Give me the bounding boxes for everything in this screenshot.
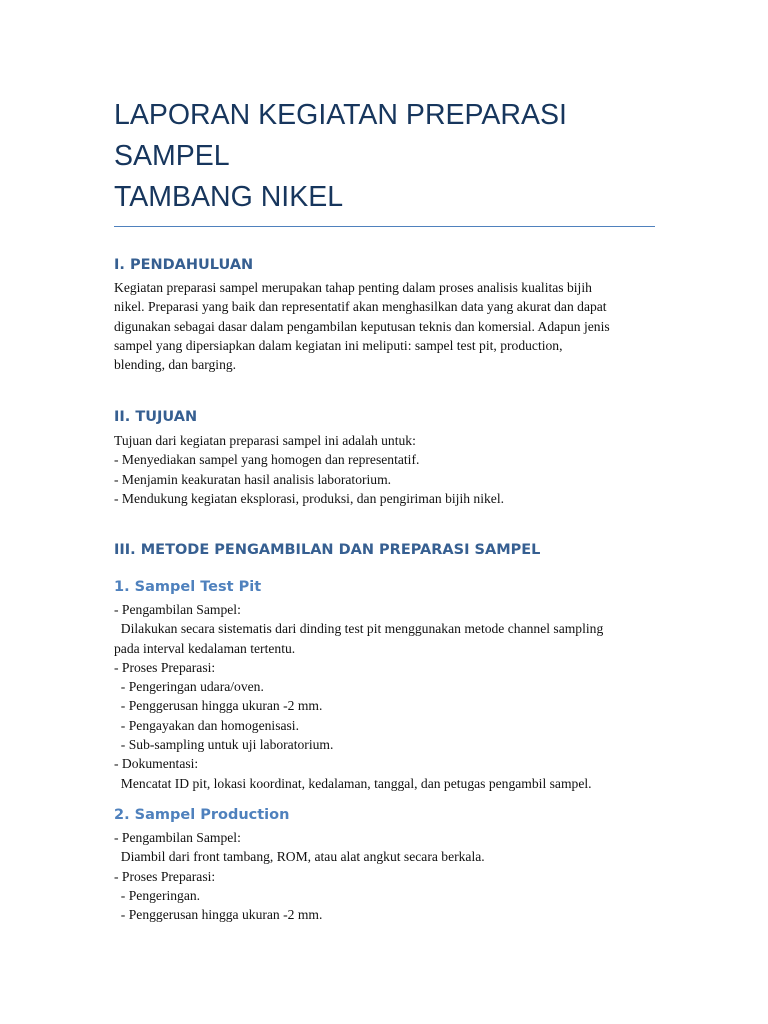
text-line: Dilakukan secara sistematis dari dinding test pit menggunakan metode channel sampling xyxy=(114,621,604,637)
list-item: - Proses Preparasi: xyxy=(114,659,216,675)
title-line-3: TAMBANG NIKEL xyxy=(114,181,344,213)
list-item: - Pengeringan udara/oven. xyxy=(114,679,264,695)
text-line: digunakan sebagai dasar dalam pengambilan keputusan teknis dan komersial. Adapun jenis xyxy=(114,318,610,334)
list-item: - Penggerusan hingga ukuran -2 mm. xyxy=(114,698,323,714)
list-item: - Pengayakan dan homogenisasi. xyxy=(114,717,299,733)
text-line: Tujuan dari kegiatan preparasi sampel ini adalah untuk: xyxy=(114,433,416,448)
test-pit-content xyxy=(114,600,655,793)
section-heading-pendahuluan: I. PENDAHULUAN xyxy=(114,257,254,273)
subheading-production: 2. Sampel Production xyxy=(114,807,290,823)
list-item: - Proses Preparasi: xyxy=(114,868,216,884)
text-line: nikel. Preparasi yang baik dan representatif akan menghasilkan data yang akurat dan dapat xyxy=(114,299,607,315)
list-item: - Menyediakan sampel yang homogen dan representatif. xyxy=(114,452,420,468)
text-line: Mencatat ID pit, lokasi koordinat, kedalaman, tanggal, dan petugas pengambil sampel. xyxy=(114,775,592,791)
list-item: - Dokumentasi: xyxy=(114,756,199,772)
pendahuluan-paragraph xyxy=(114,278,655,374)
list-item: - Sub-sampling untuk uji laboratorium. xyxy=(114,737,334,753)
document-title xyxy=(114,0,655,218)
list-item: - Pengeringan. xyxy=(114,887,201,903)
text-line: Kegiatan preparasi sampel merupakan tahap penting dalam proses analisis kualitas bijih xyxy=(114,280,592,295)
text-line: Diambil dari front tambang, ROM, atau alat angkut secara berkala. xyxy=(114,849,485,865)
section-heading-tujuan: II. TUJUAN xyxy=(114,409,198,425)
production-content xyxy=(114,828,655,924)
document-page xyxy=(114,0,655,923)
list-item: - Pengambilan Sampel: xyxy=(114,830,241,845)
section-heading-metode: III. METODE PENGAMBILAN DAN PREPARASI SAMPEL xyxy=(114,542,541,558)
list-item: - Penggerusan hingga ukuran -2 mm. xyxy=(114,907,323,923)
title-divider xyxy=(114,226,655,227)
title-line-1: LAPORAN KEGIATAN PREPARASI xyxy=(114,99,567,131)
tujuan-paragraph xyxy=(114,431,655,508)
text-line: sampel yang dipersiapkan dalam kegiatan ini meliputi: sampel test pit, production, xyxy=(114,337,563,353)
text-line: pada interval kedalaman tertentu. xyxy=(114,640,296,656)
list-item: - Pengambilan Sampel: xyxy=(114,602,241,617)
title-line-2: SAMPEL xyxy=(114,140,230,172)
list-item: - Mendukung kegiatan eksplorasi, produksi, dan pengiriman bijih nikel. xyxy=(114,490,504,506)
subheading-test-pit: 1. Sampel Test Pit xyxy=(114,579,262,595)
list-item: - Menjamin keakuratan hasil analisis laboratorium. xyxy=(114,471,392,487)
text-line: blending, dan barging. xyxy=(114,357,237,373)
